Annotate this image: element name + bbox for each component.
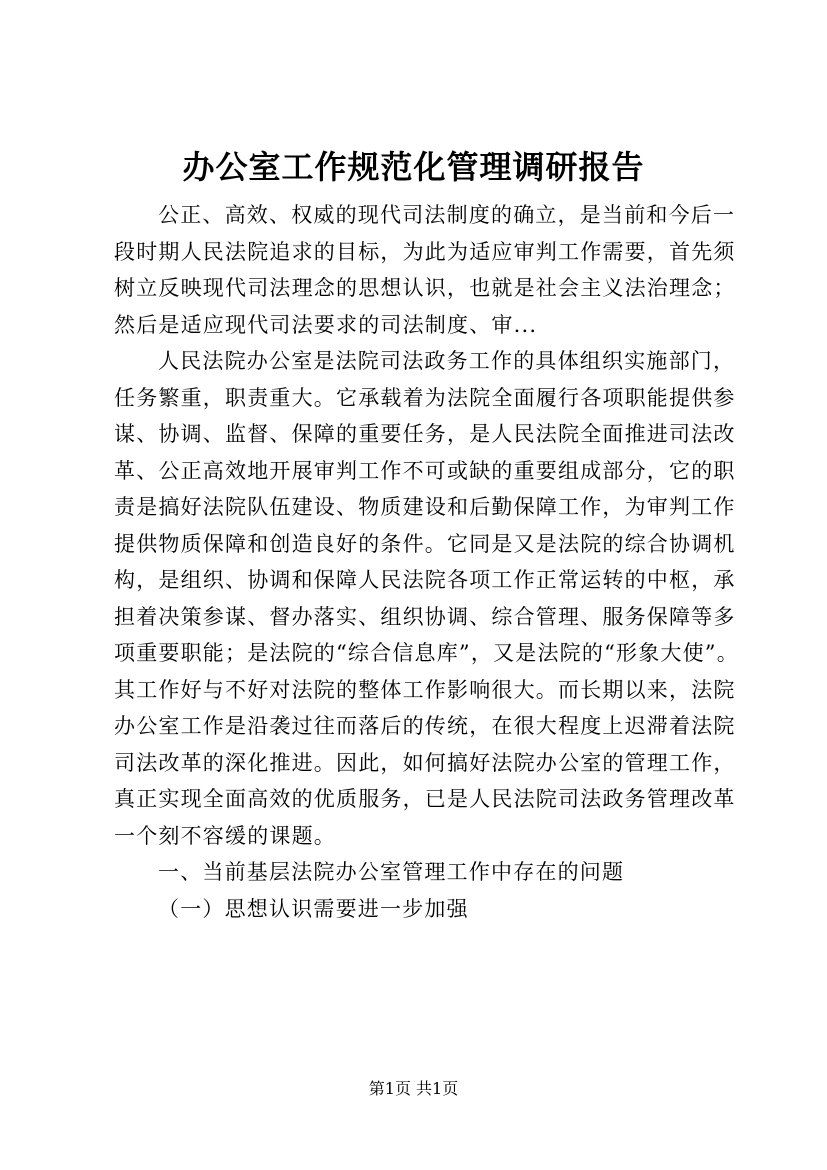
page-number-label: 第1页 共1页 [368,1079,459,1098]
paragraph-line: 段时期人民法院追求的目标，为此为适应审判工作需要，首先须 [114,239,736,264]
paragraph-line: 责是搞好法院队伍建设、物质建设和后勤保障工作，为审判工作 [114,495,736,519]
paragraph-line: 树立反映现代司法理念的思想认识，也就是社会主义法治理念； [114,276,736,300]
paragraph-line: 然后是适应现代司法要求的司法制度、审... [114,312,538,337]
paragraph-line: 人民法院办公室是法院司法政务工作的具体组织实施部门， [158,349,736,373]
section-heading: 一、当前基层法院办公室管理工作中存在的问题 [158,860,625,884]
paragraph-line: 构，是组织、协调和保障人民法院各项工作正常运转的中枢，承 [114,568,736,592]
paragraph-line: 司法改革的深化推进。因此，如何搞好法院办公室的管理工作， [114,750,736,775]
page-footer [0,1078,827,1100]
paragraph-line: 办公室工作是沿袭过往而落后的传统，在很大程度上迟滞着法院 [114,714,736,738]
document-body [114,197,754,927]
paragraph-line: 担着决策参谋、督办落实、组织协调、综合管理、服务保障等多 [114,604,736,629]
paragraph-line: 革、公正高效地开展审判工作不可或缺的重要组成部分，它的职 [114,458,736,483]
document-title: 办公室工作规范化管理调研报告 [182,148,645,186]
paragraph-line: 真正实现全面高效的优质服务，已是人民法院司法政务管理改革 [114,787,736,811]
paragraph-line: 其工作好与不好对法院的整体工作影响很大。而长期以来，法院 [114,677,736,702]
paragraph-line: 任务繁重，职责重大。它承载着为法院全面履行各项职能提供参 [114,385,736,410]
paragraph-line: 谋、协调、监督、保障的重要任务，是人民法院全面推进司法改 [114,422,736,446]
paragraph-line: 提供物质保障和创造良好的条件。它同是又是法院的综合协调机 [114,531,736,556]
subsection-heading: （一）思想认识需要进一步加强 [158,896,469,921]
paragraph-line: 一个刻不容缓的课题。 [114,823,336,848]
paragraph-line: 公正、高效、权威的现代司法制度的确立，是当前和今后一 [158,203,736,227]
paragraph-line: 项重要职能；是法院的“综合信息库”，又是法院的“形象大使”。 [114,641,739,665]
